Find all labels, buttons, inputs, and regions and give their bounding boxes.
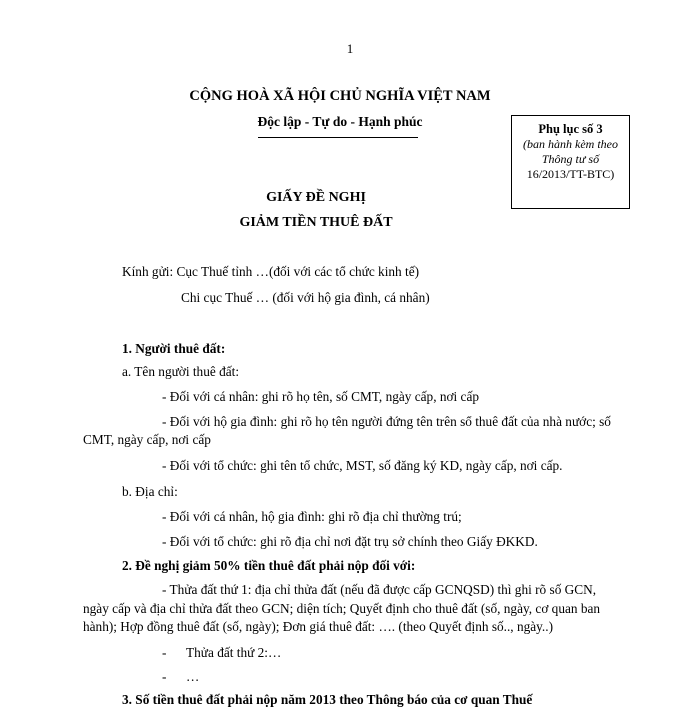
section-2-item-2-dash: - <box>162 645 167 660</box>
section-2-item-3-dash: - <box>162 669 167 684</box>
section-1a-item-3: - Đối với tổ chức: ghi tên tổ chức, MST, số đăng ký KD, ngày cấp, nơi cấp. <box>162 458 563 473</box>
section-1a-item-1: - Đối với cá nhân: ghi rõ họ tên, số CMT, ngày cấp, nơi cấp <box>162 389 479 404</box>
section-2-item-1-line-3: hành); Hợp đồng thuê đất (số, ngày); Đơn giá thuê đất: …. (theo Quyết định số.., ngày..) <box>83 619 554 634</box>
national-motto: Độc lập - Tự do - Hạnh phúc <box>257 114 423 129</box>
section-1-heading: 1. Người thuê đất: <box>122 341 226 356</box>
section-1a-label: a. Tên người thuê đất: <box>122 364 240 379</box>
appendix-line-2: Thông tư số <box>541 152 600 166</box>
section-1b-item-1: - Đối với cá nhân, hộ gia đình: ghi rõ địa chỉ thường trú; <box>162 509 462 524</box>
document-title-line-1: GIẤY ĐỀ NGHỊ <box>266 190 366 205</box>
section-2-heading: 2. Đề nghị giảm 50% tiền thuê đất phải nộp đối với: <box>122 558 416 573</box>
appendix-line-3: 16/2013/TT-BTC) <box>526 167 615 181</box>
section-2-item-2-text: Thửa đất thứ 2:… <box>186 645 282 660</box>
section-1a-item-2-line-2: CMT, ngày cấp, nơi cấp <box>83 432 211 447</box>
section-2-item-3-text: … <box>186 669 200 684</box>
recipient-line-1: Kính gửi: Cục Thuế tỉnh …(đối với các tổ chức kinh tế) <box>122 264 420 279</box>
document-title-line-2: GIẢM TIỀN THUÊ ĐẤT <box>239 215 393 230</box>
section-2-item-1-line-1: - Thửa đất thứ 1: địa chỉ thửa đất (nếu đã được cấp GCNQSD) thì ghi rõ số GCN, <box>162 582 597 597</box>
appendix-title: Phụ lục số 3 <box>538 122 603 136</box>
appendix-line-1: (ban hành kèm theo <box>523 137 618 151</box>
section-1b-label: b. Địa chỉ: <box>122 484 178 499</box>
section-2-item-1-line-2: ngày cấp và địa chỉ thửa đất theo GCN; diện tích; Quyết định cho thuê đất (số, ngày, cơ quan ban <box>83 601 601 616</box>
motto-underline <box>258 137 418 138</box>
section-3-heading-partial: 3. Số tiền thuê đất phải nộp năm 2013 theo Thông báo của cơ quan Thuế <box>122 692 533 707</box>
national-title: CỘNG HOÀ XÃ HỘI CHỦ NGHĨA VIỆT NAM <box>189 88 491 104</box>
page-number: 1 <box>346 41 354 56</box>
appendix-box <box>511 115 630 209</box>
section-1b-item-2: - Đối với tổ chức: ghi rõ địa chỉ nơi đặt trụ sở chính theo Giấy ĐKKD. <box>162 534 538 549</box>
recipient-line-2: Chi cục Thuế … (đối với hộ gia đình, cá nhân) <box>181 290 430 305</box>
section-1a-item-2-line-1: - Đối với hộ gia đình: ghi rõ họ tên người đứng tên trên sổ thuê đất của nhà nước; số <box>162 414 611 429</box>
